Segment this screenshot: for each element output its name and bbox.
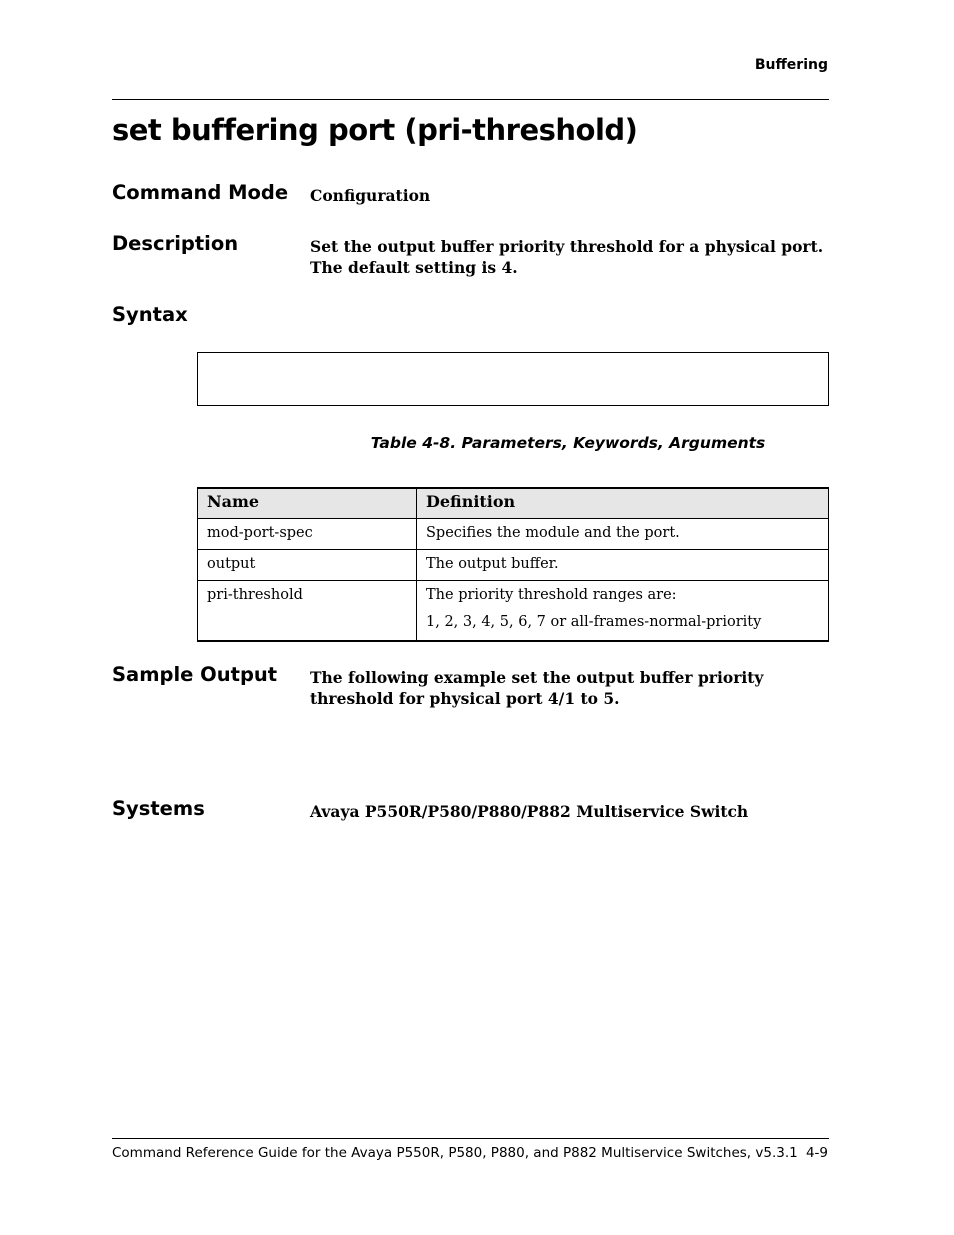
footer-rule — [112, 1138, 829, 1139]
sample-output-line-2: threshold for physical port 4/1 to 5. — [310, 689, 620, 708]
systems-heading: Systems — [112, 797, 205, 820]
footer-text: Command Reference Guide for the Avaya P550R, P580, P880, and P882 Multiservice Switches, v5.3.1 — [112, 1145, 798, 1161]
running-header: Buffering — [754, 57, 828, 73]
table-caption: Table 4-8. Parameters, Keywords, Arguments — [370, 434, 766, 452]
param-definition-line-2: 1, 2, 3, 4, 5, 6, 7 or all-frames-normal-priority — [426, 614, 762, 630]
param-definition: The output buffer. — [417, 550, 829, 581]
param-definition — [417, 581, 829, 642]
syntax-heading: Syntax — [112, 303, 188, 326]
table-row — [198, 550, 829, 581]
sample-output-heading: Sample Output — [112, 663, 278, 686]
syntax-box — [197, 352, 829, 406]
description-line-2: The default setting is 4. — [310, 258, 518, 277]
table-header-row — [198, 488, 829, 519]
description-line-1: Set the output buffer priority threshold for a physical port. — [310, 237, 824, 256]
param-definition: Specifies the module and the port. — [417, 519, 829, 550]
systems-text: Avaya P550R/P580/P880/P882 Multiservice Switch — [310, 802, 749, 821]
header-rule — [112, 99, 829, 100]
command-mode-heading: Command Mode — [112, 181, 289, 204]
parameters-table — [197, 487, 829, 642]
column-header-name: Name — [198, 488, 417, 519]
sample-output-text — [310, 667, 830, 709]
page-title: set buffering port (pri-threshold) — [112, 113, 638, 147]
command-mode-text: Configuration — [310, 186, 431, 205]
param-name: output — [198, 550, 417, 581]
sample-output-line-1: The following example set the output buffer priority — [310, 668, 764, 687]
table-row — [198, 519, 829, 550]
description-heading: Description — [112, 232, 239, 255]
page-number: 4-9 — [805, 1145, 828, 1161]
table-row — [198, 581, 829, 642]
param-definition-line-1: The priority threshold ranges are: — [426, 587, 677, 603]
description-text — [310, 236, 830, 278]
param-name: pri-threshold — [198, 581, 417, 642]
param-name: mod-port-spec — [198, 519, 417, 550]
column-header-definition: Definition — [417, 488, 829, 519]
